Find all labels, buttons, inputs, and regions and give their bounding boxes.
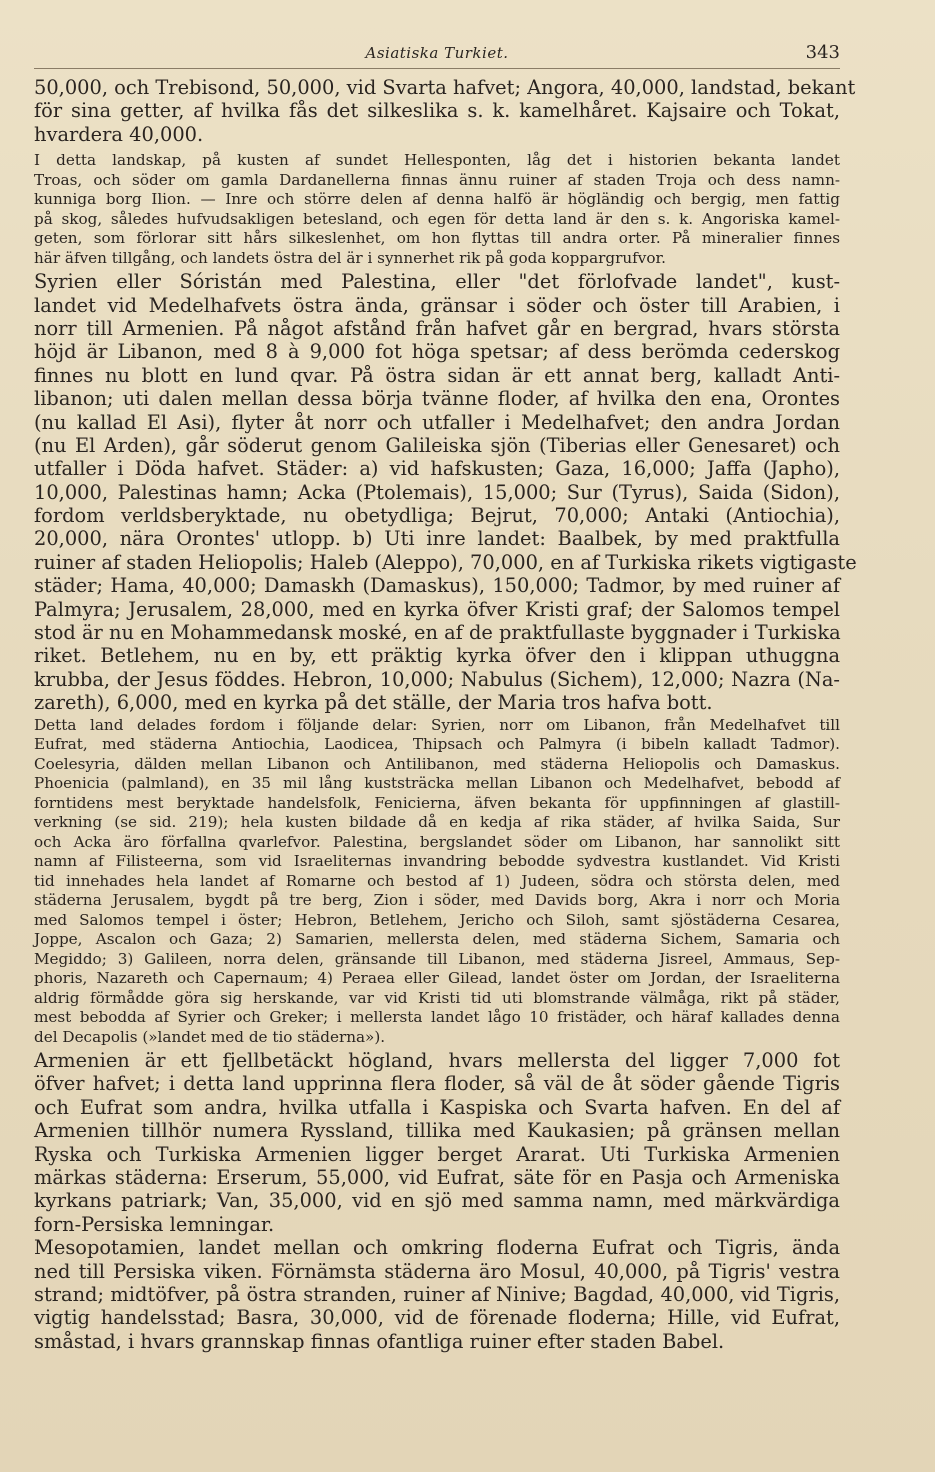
text-line: krubba, der Jesus föddes. Hebron, 10,000; Nabulus (Sichem), 12,000; Nazra (Na- [34,667,840,691]
text-line: Detta land delades fordom i följande delar: Syrien, norr om Libanon, från Medelhafvet till [34,715,840,734]
text-line: för sina getter, af hvilka fås det silkeslika s. k. kamelhåret. Kajsaire och Tokat, [34,99,840,123]
text-line: zareth), 6,000, med en kyrka på det ställe, der Maria tros hafva bott. [34,691,713,715]
text-line: vigtig handelsstad; Basra, 30,000, vid de förenade floderna; Hille, vid Eufrat, [34,1306,840,1330]
page-number: 343 [805,42,840,63]
text-line: namn af Filisteerna, som vid Israeliternas invandring bebodde sydvestra kustlandet. Vid Kristi [34,852,840,871]
text-line: forntidens mest beryktade handelsfolk, Fenicierna, äfven bekanta för uppfinningen af glastill- [34,793,840,812]
text-line: städerna Jerusalem, bygdt på tre berg, Zion i söder, med Davids borg, Akra i norr och Moria [34,891,840,910]
text-line: och Eufrat som andra, hvilka utfalla i Kaspiska och Svarta hafven. En del af [34,1095,840,1119]
paragraph-syria [34,270,857,715]
text-line: Troas, och söder om gamla Dardanellerna finnas ännu ruiner af staden Troja och dess namn- [34,170,840,189]
text-line: Joppe, Ascalon och Gaza; 2) Samarien, mellersta delen, med städerna Sichem, Samaria och [34,930,840,949]
text-line: här äfven tillgång, och landets östra del är i synnerhet rik på goda koppargrufvor. [34,248,666,267]
text-line: utfaller i Döda hafvet. Städer: a) vid hafskusten; Gaza, 16,000; Jaffa (Japho), [34,457,840,481]
text-line: kyrkans patriark; Van, 35,000, vid en sjö med samma namn, med märkvärdiga [34,1189,840,1213]
text-line: geten, som förlorar sitt hårs silkeslenhet, om hon flyttas till andra orter. På mineralier finnes [34,229,840,248]
text-line: Megiddo; 3) Galileen, norra delen, gränsande till Libanon, med städerna Jisreel, Ammaus, Sep- [34,949,840,968]
text-line: öfver hafvet; i detta land upprinna flera floder, så väl de åt söder gående Tigris [34,1072,840,1096]
text-line: finnes nu blott en lund qvar. På östra sidan är ett annat berg, kalladt Anti- [34,363,840,387]
text-line: (nu kallad El Asi), flyter åt norr och utfaller i Medelhafvet; den andra Jordan [34,410,840,434]
text-line: aldrig förmådde göra sig herskande, var vid Kristi tid uti blomstrande välmåga, rikt på städer, [34,988,840,1007]
text-line: (nu El Arden), går söderut genom Galileiska sjön (Tiberias eller Genesaret) och [34,433,840,457]
text-line: och Acka äro förfallna qvarlefvor. Palestina, bergslandet söder om Libanon, har sannolikt sitt [34,832,840,851]
text-line: ned till Persiska viken. Förnämsta städerna äro Mosul, 40,000, på Tigris' vestra [34,1259,840,1283]
text-line: Syrien eller Sóristán med Palestina, eller "det förlofvade landet", kust- [34,270,840,294]
text-line: landet vid Medelhafvets östra ända, gränsar i söder och öster till Arabien, i [34,293,840,317]
text-line: tid innehades hela landet af Romarne och bestod af 1) Judeen, södra och största delen, med [34,871,840,890]
text-line: libanon; uti dalen mellan dessa börja tvänne floder, af hvilka den ena, Orontes [34,387,840,411]
text-line: strand; midtöfver, på östra stranden, ruiner af Ninive; Bagdad, 40,000, vid Tigris, [34,1283,840,1306]
text-line: med Salomos tempel i öster; Hebron, Betlehem, Jericho och Siloh, samt sjöstäderna Cesarea, [34,910,840,929]
text-line: Armenien tillhör numera Ryssland, tillika med Kaukasien; på gränsen mellan [34,1119,840,1143]
paragraph-historical-divisions [34,716,840,1048]
running-title: Asiatiska Turkiet. [365,44,509,62]
page-header [34,38,840,69]
text-line: Mesopotamien, landet mellan och omkring floderna Eufrat och Tigris, ända [34,1236,840,1260]
text-line: forn-Persiska lemningar. [34,1212,275,1236]
text-line: 10,000, Palestinas hamn; Acka (Ptolemais), 15,000; Sur (Tyrus), Saida (Sidon), [34,480,840,504]
text-line: på skog, således hufvudsakligen betesland, och egen för detta land är den s. k. Angoriska kamel- [34,209,840,228]
paragraph-anatolia-cities [34,76,856,146]
text-line: kunniga borg Ilion. — Inre och större delen af denna halfö är högländig och bergig, men fattig [34,190,840,209]
text-line: fordom verldsberyktade, nu obetydliga; Bejrut, 70,000; Antaki (Antiochia), [34,504,840,528]
text-line: riket. Betlehem, nu en by, ett präktig kyrka öfver den i klippan uthuggna [34,644,840,668]
text-line: Palmyra; Jerusalem, 28,000, med en kyrka öfver Kristi graf; der Salomos tempel [34,597,840,621]
page-text [34,76,857,1353]
text-line: 20,000, nära Orontes' utlopp. b) Uti inre landet: Baalbek, by med praktfulla [34,527,840,551]
text-line: hvardera 40,000. [34,122,204,146]
text-line: Armenien är ett fjellbetäckt högland, hvars mellersta del ligger 7,000 fot [34,1049,840,1073]
text-line: Ryska och Turkiska Armenien ligger berget Ararat. Uti Turkiska Armenien [34,1142,840,1166]
text-line: stod är nu en Mohammedansk moské, en af de praktfullaste byggnader i Turkiska [34,621,841,645]
paragraph-troas-note [34,151,840,268]
text-line: städer; Hama, 40,000; Damaskh (Damaskus), 150,000; Tadmor, by med ruiner af [34,574,840,598]
text-line: märkas städerna: Erserum, 55,000, vid Eufrat, säte för en Pasja och Armeniska [34,1166,840,1190]
text-line: 50,000, och Trebisond, 50,000, vid Svarta hafvet; Angora, 40,000, landstad, bekant [34,76,856,99]
text-line: norr till Armenien. På något afstånd från hafvet går en bergrad, hvars största [34,316,840,340]
text-line: mest bebodda af Syrier och Greker; i mellersta landet lågo 10 fristäder, och häraf kallades denna [34,1008,840,1027]
text-line: småstad, i hvars grannskap finnas ofantliga ruiner efter staden Babel. [34,1329,725,1353]
text-line: I detta landskap, på kusten af sundet Hellesponten, låg det i historien bekanta landet [34,151,840,170]
text-line: verkning (se sid. 219); hela kusten bildade då en kedja af rika städer, af hvilka Saida, Sur [34,813,840,832]
text-line: del Decapolis (»landet med de tio städerna»). [34,1027,386,1046]
text-line: Eufrat, med städerna Antiochia, Laodicea, Thipsach och Palmyra (i bibeln kalladt Tadmor). [34,735,840,754]
text-line: höjd är Libanon, med 8 à 9,000 fot höga spetsar; af dess berömda cederskog [34,340,840,364]
text-line: ruiner af staden Heliopolis; Haleb (Aleppo), 70,000, en af Turkiska rikets vigtigaste [34,550,857,574]
text-line: Phoenicia (palmland), en 35 mil lång kuststräcka mellan Libanon och Medelhafvet, bebodd af [34,774,840,793]
text-line: Coelesyria, dälden mellan Libanon och Antilibanon, med städerna Heliopolis och Damaskus. [34,754,840,773]
text-line: phoris, Nazareth och Capernaum; 4) Peraea eller Gilead, landet öster om Jordan, der Israeliterna [34,969,840,988]
paragraph-armenia-mesopotamia [34,1049,840,1353]
